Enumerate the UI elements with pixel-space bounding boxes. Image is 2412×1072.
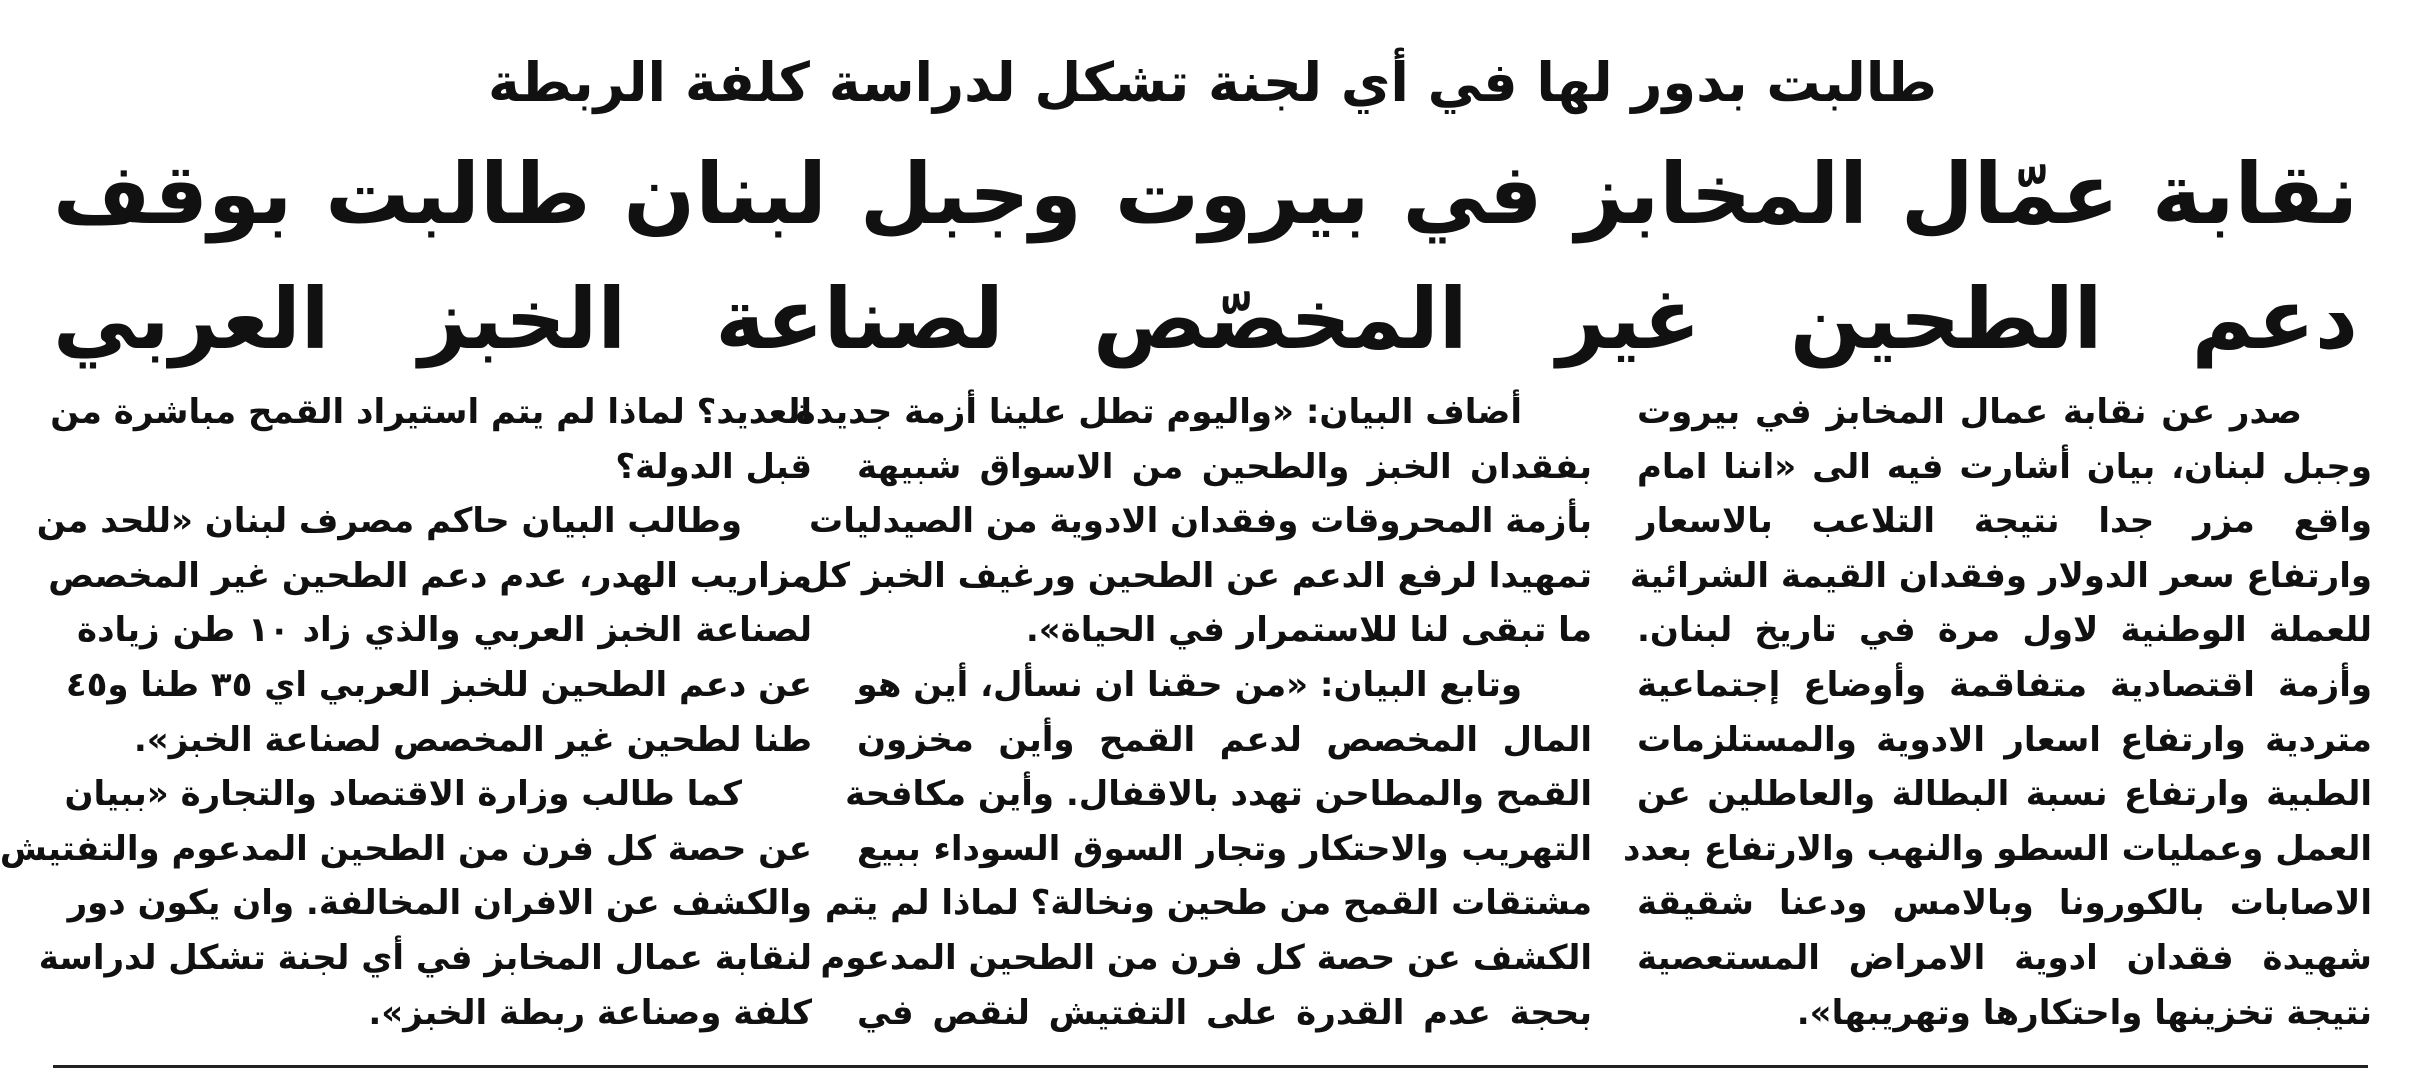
body-line: عن دعم الطحين للخبز العربي اي ٣٥ طنا و٤٥ bbox=[65, 664, 812, 705]
body-line: قبل الدولة؟ bbox=[615, 446, 812, 487]
body-line: للعملة الوطنية لاول مرة في تاريخ لبنان. bbox=[1637, 610, 2372, 651]
body-line: أضاف البيان: «واليوم تطل علينا أزمة جديدة bbox=[795, 392, 1522, 432]
body-line: وارتفاع سعر الدولار وفقدان القيمة الشرائية bbox=[1629, 555, 2372, 596]
body-line: بأزمة المحروقات وفقدان الادوية من الصيدليات bbox=[809, 501, 1592, 542]
body-line: واقع مزر جدا نتيجة التلاعب بالاسعار bbox=[1637, 501, 2372, 542]
body-line: بحجة عدم القدرة على التفتيش لنقص في bbox=[857, 992, 1592, 1033]
article-column-2 bbox=[795, 385, 1592, 1033]
body-line: الكشف عن حصة كل فرن من الطحين المدعوم bbox=[820, 937, 1592, 978]
body-line: الطبية وارتفاع نسبة البطالة والعاطلين عن bbox=[1637, 774, 2372, 815]
body-line: شهيدة فقدان ادوية الامراض المستعصية bbox=[1637, 937, 2372, 978]
body-line: والكشف عن الافران المخالفة. وان يكون دور bbox=[67, 883, 812, 924]
body-line: التهريب والاحتكار وتجار السوق السوداء ببيع bbox=[857, 828, 1592, 869]
article-headline-line-2: دعم الطحين غير المخصّص لصناعة الخبز العربي bbox=[53, 270, 2358, 368]
bottom-divider bbox=[53, 1065, 2368, 1068]
body-line: لنقابة عمال المخابز في أي لجنة تشكل لدراسة bbox=[38, 937, 812, 978]
article-kicker: طالبت بدور لها في أي لجنة تشكل لدراسة كلفة الربطة bbox=[488, 51, 1937, 114]
body-line: نتيجة تخزينها واحتكارها وتهريبها». bbox=[1796, 992, 2372, 1033]
body-line: تمهيدا لرفع الدعم عن الطحين ورغيف الخبز كل bbox=[799, 555, 1592, 596]
body-line: العديد؟ لماذا لم يتم استيراد القمح مباشرة من bbox=[50, 392, 812, 432]
body-line: وأزمة اقتصادية متفاقمة وأوضاع إجتماعية bbox=[1637, 664, 2372, 705]
body-line: صدر عن نقابة عمال المخابز في بيروت bbox=[1637, 392, 2302, 432]
body-line: وتابع البيان: «من حقنا ان نسأل، أين هو bbox=[856, 664, 1522, 705]
body-line: العمل وعمليات السطو والنهب والارتفاع بعدد bbox=[1622, 828, 2372, 869]
body-line: لصناعة الخبز العربي والذي زاد ١٠ طن زيادة bbox=[77, 610, 812, 651]
article-column-1 bbox=[1622, 385, 2372, 1033]
body-line: مزاريب الهدر، عدم دعم الطحين غير المخصص bbox=[48, 555, 812, 596]
body-line: طنا لطحين غير المخصص لصناعة الخبز». bbox=[133, 719, 812, 760]
body-line: المال المخصص لدعم القمح وأين مخزون bbox=[857, 719, 1592, 760]
body-line: كلفة وصناعة ربطة الخبز». bbox=[368, 992, 812, 1033]
body-line: متردية وارتفاع اسعار الادوية والمستلزمات bbox=[1637, 719, 2372, 760]
body-line: القمح والمطاحن تهدد بالاقفال. وأين مكافحة bbox=[845, 774, 1592, 815]
body-line: وجبل لبنان، بيان أشارت فيه الى «اننا امام bbox=[1637, 446, 2372, 487]
article-headline-line-1: نقابة عمّال المخابز في بيروت وجبل لبنان طالبت بوقف bbox=[53, 145, 2358, 243]
body-line: الاصابات بالكورونا وبالامس ودعنا شقيقة bbox=[1637, 883, 2372, 924]
article-column-3 bbox=[0, 385, 812, 1033]
body-line: بفقدان الخبز والطحين من الاسواق شبيهة bbox=[857, 446, 1592, 487]
body-line: مشتقات القمح من طحين ونخالة؟ لماذا لم يتم bbox=[824, 883, 1592, 924]
body-line: ما تبقى لنا للاستمرار في الحياة». bbox=[1025, 610, 1592, 651]
body-line: كما طالب وزارة الاقتصاد والتجارة «ببيان bbox=[64, 774, 742, 815]
body-line: وطالب البيان حاكم مصرف لبنان «للحد من bbox=[36, 501, 742, 542]
body-line: عن حصة كل فرن من الطحين المدعوم والتفتيش bbox=[0, 828, 812, 869]
